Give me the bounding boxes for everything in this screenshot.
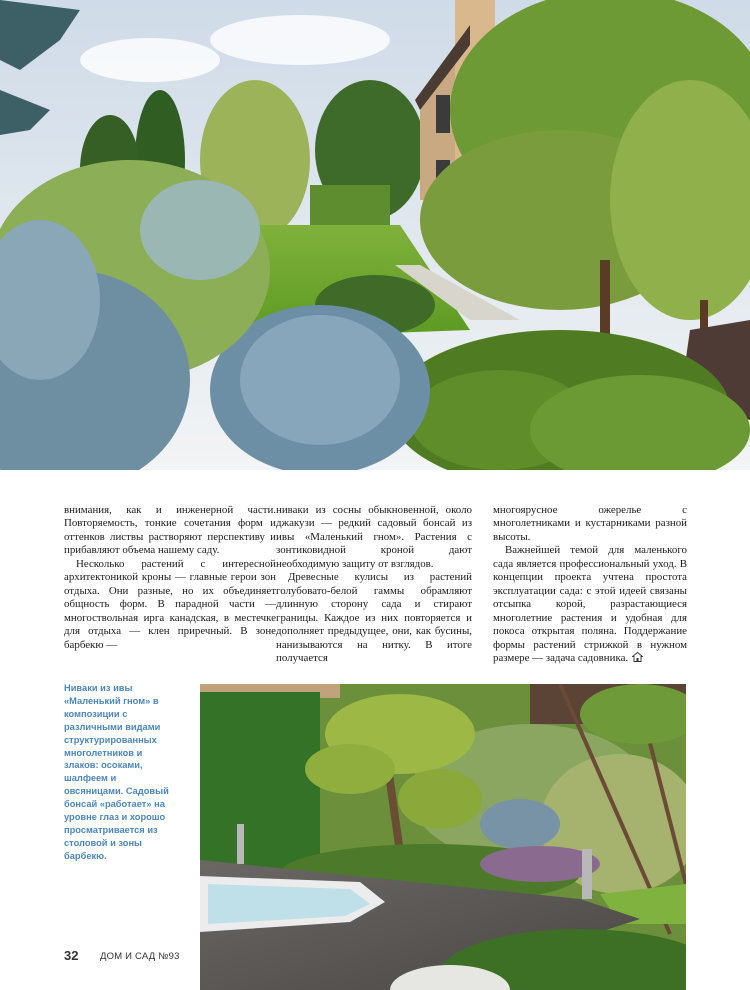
paragraph: ниваки из сосны обыкновенной, около джакузи — редкий садовый бонсай из ивы «Маленький гном». Растения с зонтиковидной кроной дают необходимую защиту от взглядов. — [276, 504, 472, 570]
text-column-2 — [276, 504, 472, 665]
photo-caption: Ниваки из ивы «Маленький гном» в композиции с различными видами структурированных многолетников и злаков: осоками, шалфеем и овсяницами. Садовый бонсай «работает» на уровне глаз и хорошо просматривается из столовой и зоны барбекю. — [64, 683, 169, 861]
text-column-3 — [493, 504, 687, 665]
text-column-1 — [64, 504, 276, 652]
paragraph: Древесные кулисы из растений голубовато-белой гаммы обрамляют длинную сторону сада и стирают границы. Каждое из них повторяется и дополняет предыдущее, они, как бусины, нанизываются на нитку. В итоге получается — [276, 571, 472, 664]
paragraph-text: Важнейшей темой для маленького сада является профессиональный уход. В концепции проекта учтена простота эксплуатации сада: с этой идеей связаны отсыпка корой, разрастающиеся многолетние растения и удобная для покоса открытая поляна. Поддержание формы растений стрижкой в нужном размере — задача садовника. — [493, 544, 687, 664]
top-garden-photo — [0, 0, 750, 470]
paragraph: внимания, как и инженерной части. Повторяемость, тонкие сочетания форм и оттенков листвы растворяют перспективу и прибавляют объема нашему саду. — [64, 504, 276, 557]
bottom-garden-photo — [200, 684, 686, 990]
paragraph: Несколько растений с интересной архитектоникой кроны — главные герои зон отдыха. Они разные, но их объединяет общность форм. В парадной части — многоствольная ирга канадская, в местечке для отдыха — клен приречный. В зоне барбекю — — [64, 557, 276, 651]
magazine-title: ДОМ И САД №93 — [100, 951, 180, 962]
paragraph: многоярусное ожерелье с многолетниками и кустарниками разной высоты. — [493, 504, 687, 543]
paragraph-last — [493, 544, 687, 665]
house-end-mark-icon — [632, 652, 643, 662]
page-number: 32 — [64, 948, 79, 963]
